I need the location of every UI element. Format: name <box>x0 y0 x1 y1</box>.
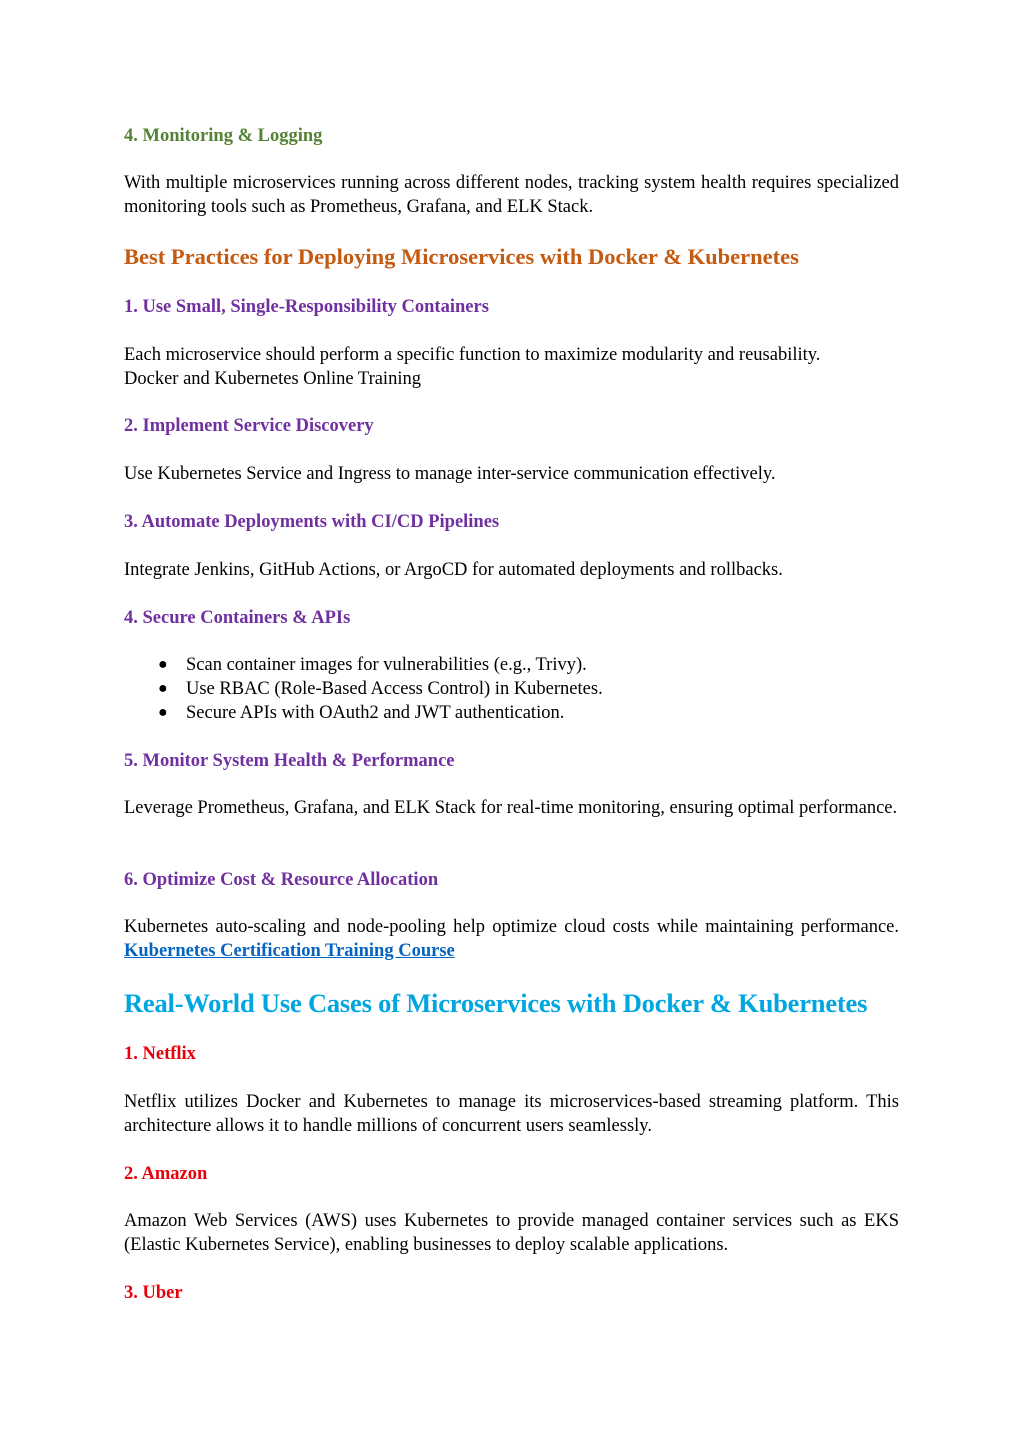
use-case-heading-uber: 3. Uber <box>124 1283 183 1303</box>
security-bullet-list <box>124 653 899 725</box>
certification-course-link[interactable]: Kubernetes Certification Training Course <box>124 941 455 961</box>
use-cases-title: Real-World Use Cases of Microservices with Docker & Kubernetes <box>124 988 868 1018</box>
practice-heading-1: 1. Use Small, Single-Responsibility Containers <box>124 297 489 317</box>
use-case-heading-netflix: 1. Netflix <box>124 1044 196 1064</box>
list-item <box>124 701 899 725</box>
practice-paragraph-1-line2: Docker and Kubernetes Online Training <box>124 369 421 389</box>
use-case-paragraph-netflix: Netflix utilizes Docker and Kubernetes to manage its microservices-based streaming platform. This architecture allows it to handle millions of concurrent users seamlessly. <box>124 1092 899 1136</box>
bullet-icon: ● <box>158 704 168 721</box>
practice-paragraph-1: Each microservice should perform a specific function to maximize modularity and reusability. <box>124 345 821 365</box>
bullet-icon: ● <box>158 680 168 697</box>
practice-paragraph-5: Leverage Prometheus, Grafana, and ELK Stack for real-time monitoring, ensuring optimal performance. <box>124 798 898 818</box>
bullet-icon: ● <box>158 656 168 673</box>
bullet-text: Scan container images for vulnerabilities (e.g., Trivy). <box>186 655 587 675</box>
list-item <box>124 677 899 701</box>
practice-paragraph-6-text: Kubernetes auto-scaling and node-pooling help optimize cloud costs while maintaining performance. <box>124 917 899 937</box>
practice-paragraph-6 <box>124 915 899 963</box>
paragraph-monitoring: With multiple microservices running across different nodes, tracking system health requires specialized monitoring tools such as Prometheus, Grafana, and ELK Stack. <box>124 173 899 217</box>
bullet-text: Use RBAC (Role-Based Access Control) in Kubernetes. <box>186 679 603 699</box>
practice-heading-6: 6. Optimize Cost & Resource Allocation <box>124 870 439 890</box>
practice-heading-2: 2. Implement Service Discovery <box>124 416 374 436</box>
practice-heading-4: 4. Secure Containers & APIs <box>124 608 351 628</box>
bullet-text: Secure APIs with OAuth2 and JWT authentication. <box>186 703 565 723</box>
practice-paragraph-2: Use Kubernetes Service and Ingress to manage inter-service communication effectively. <box>124 464 776 484</box>
use-case-heading-amazon: 2. Amazon <box>124 1164 208 1184</box>
practice-heading-3: 3. Automate Deployments with CI/CD Pipelines <box>124 512 500 532</box>
best-practices-title: Best Practices for Deploying Microservices with Docker & Kubernetes <box>124 244 799 269</box>
list-item <box>124 653 899 677</box>
use-case-paragraph-amazon: Amazon Web Services (AWS) uses Kubernetes to provide managed container services such as EKS (Elastic Kubernetes Service), enabling businesses to deploy scalable applications. <box>124 1211 899 1255</box>
practice-heading-5: 5. Monitor System Health & Performance <box>124 751 455 771</box>
section-heading-monitoring: 4. Monitoring & Logging <box>124 126 323 146</box>
practice-paragraph-3: Integrate Jenkins, GitHub Actions, or ArgoCD for automated deployments and rollbacks. <box>124 560 783 580</box>
